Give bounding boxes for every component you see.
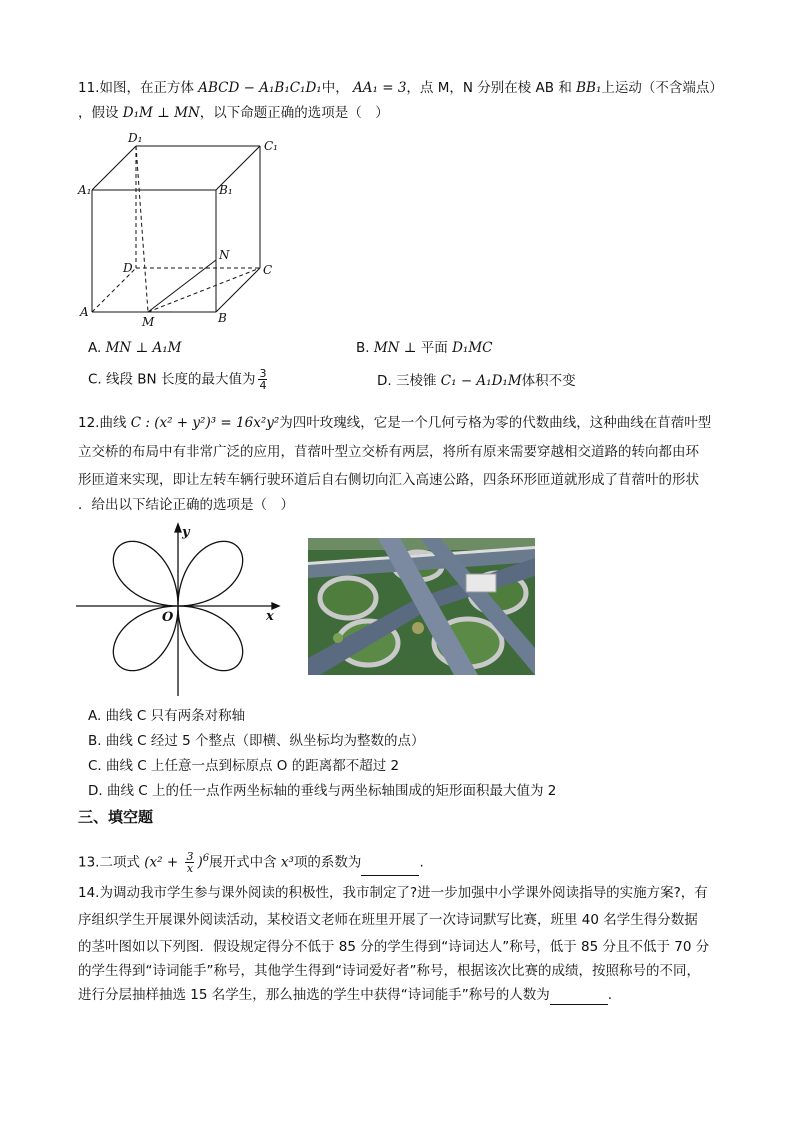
label-d: D <box>123 261 133 275</box>
q11-edge-bb1: BB₁ <box>576 80 602 96</box>
label-c: C <box>263 263 273 277</box>
fraction-num: 3 <box>186 850 194 863</box>
label-a: A <box>80 305 89 319</box>
q11-text: ，点 M，N 分别在棱 AB 和 <box>406 80 577 96</box>
q13-text: 展开式中含 <box>209 854 281 871</box>
q11-option-a <box>88 338 182 358</box>
fraction-num: 3 <box>259 367 267 380</box>
q11-edge-length: AA₁ = 3 <box>353 80 407 96</box>
label-b1: B₁ <box>219 183 233 197</box>
q13-term: x³ <box>280 854 294 871</box>
q13-text: 项的系数为 <box>293 854 362 871</box>
q13-expr: ) <box>197 854 203 871</box>
q12-option-d: D. 曲线 C 上的任一点作两坐标轴的垂线与两坐标轴围成的矩形面积最大值为 2 <box>88 783 557 799</box>
q12-line1 <box>78 413 711 433</box>
rose-curve-graph <box>76 520 286 700</box>
q13-expr: (x² + <box>144 854 183 871</box>
q13-text: 13.二项式 <box>78 854 145 871</box>
fraction-three-quarters <box>258 368 267 391</box>
q12-option-b: B. 曲线 C 经过 5 个整点（即横、纵坐标均为整数的点） <box>88 733 425 749</box>
q12-text: 12.曲线 <box>78 415 131 431</box>
q13-answer-blank[interactable] <box>361 861 419 876</box>
origin-label: O <box>162 610 174 625</box>
q11-text: 11.如图，在正方体 <box>78 80 199 96</box>
option-text: 体积不变 <box>521 373 576 389</box>
label-b: B <box>218 311 227 325</box>
q12-line2: 立交桥的布局中有非常广泛的应用，苜蓿叶型立交桥有两层，将所有原来需要穿越相交道路的转向都由环 <box>78 444 699 460</box>
q12-text: 为四叶玫瑰线，它是一个几何亏格为零的代数曲线，这种曲线在苜蓿叶型 <box>279 415 712 431</box>
q14-line3: 的茎叶图如以下列图．假设规定得分不低于 85 分的学生得到“诗词达人”称号，低于 85 分且不低于 70 分 <box>78 939 710 955</box>
q14-line4: 的学生得到“诗词能手”称号，其他学生得到“诗词爱好者”称号，根据该次比赛的成绩，按照称号的不同， <box>78 963 700 979</box>
option-math: D₁MC <box>452 340 493 356</box>
q13-fraction <box>185 851 194 874</box>
q13-exponent: 6 <box>202 853 210 864</box>
option-label: B. <box>356 340 374 356</box>
q14-answer-blank[interactable] <box>550 990 608 1005</box>
q11-text: ，以下命题正确的选项是（ ） <box>199 105 389 121</box>
q13-line <box>78 846 424 876</box>
cube-diagram <box>76 132 286 332</box>
q14-line2: 序组织学生开展课外阅读活动，某校语文老师在班里开展了一次诗词默写比赛，班里 40 名学生得分数据 <box>78 912 698 928</box>
label-c1: C₁ <box>264 139 278 153</box>
label-a1: A₁ <box>78 183 92 197</box>
q11-text: 中， <box>321 80 354 96</box>
q14-period: . <box>607 987 613 1003</box>
q13-period: . <box>419 854 424 871</box>
q14-line5 <box>78 985 612 1005</box>
option-math: MN ⊥ A₁M <box>105 340 182 356</box>
fraction-den: x <box>186 862 194 875</box>
label-n: N <box>219 248 230 262</box>
option-math: C₁ − A₁D₁M <box>440 373 522 389</box>
q11-condition: D₁M ⊥ MN <box>122 105 200 121</box>
fraction-den: 4 <box>259 379 267 392</box>
q12-option-a: A. 曲线 C 只有两条对称轴 <box>88 708 246 724</box>
label-m: M <box>142 315 155 329</box>
q12-line3: 形匝道来实现，即让左转车辆行驶环道后自右侧切向汇入高速公路，四条环形匝道就形成了苜蓿叶的形状 <box>78 472 699 488</box>
option-text: C. 线段 BN 长度的最大值为 <box>88 371 256 388</box>
option-label: A. <box>88 340 106 356</box>
q12-line4: ．给出以下结论正确的选项是（ ） <box>78 497 294 513</box>
y-axis-label: y <box>182 525 190 540</box>
q11-option-c <box>88 368 270 391</box>
x-axis-label: x <box>266 609 274 624</box>
q14-line1: 14.为调动我市学生参与课外阅读的积极性，我市制定了?进一步加强中小学课外阅读指导的实施方案?，有 <box>78 885 708 901</box>
q11-option-b <box>356 338 492 358</box>
option-text: 平面 <box>420 340 453 356</box>
y-axis-arrow <box>175 524 181 532</box>
q11-line1 <box>78 78 723 98</box>
q11-cube-name: ABCD − A₁B₁C₁D₁ <box>198 80 322 96</box>
option-math: MN ⊥ <box>373 340 421 356</box>
option-text: D. 三棱锥 <box>377 373 441 389</box>
q11-line2 <box>78 103 389 123</box>
q11-option-d <box>377 371 576 391</box>
q12-option-c: C. 曲线 C 上任意一点到标原点 O 的距离都不超过 2 <box>88 758 400 774</box>
cloverleaf-interchange-photo <box>308 538 535 675</box>
label-d1: D₁ <box>128 132 143 145</box>
q11-text: ，假设 <box>78 105 123 121</box>
q14-text: 进行分层抽样抽选 15 名学生，那么抽选的学生中获得“诗词能手”称号的人数为 <box>78 987 550 1003</box>
section-heading: 三、填空题 <box>78 808 154 826</box>
q12-equation: C : (x² + y²)³ = 16x²y² <box>130 415 280 431</box>
q11-text: 上运动（不含端点） <box>601 80 723 96</box>
